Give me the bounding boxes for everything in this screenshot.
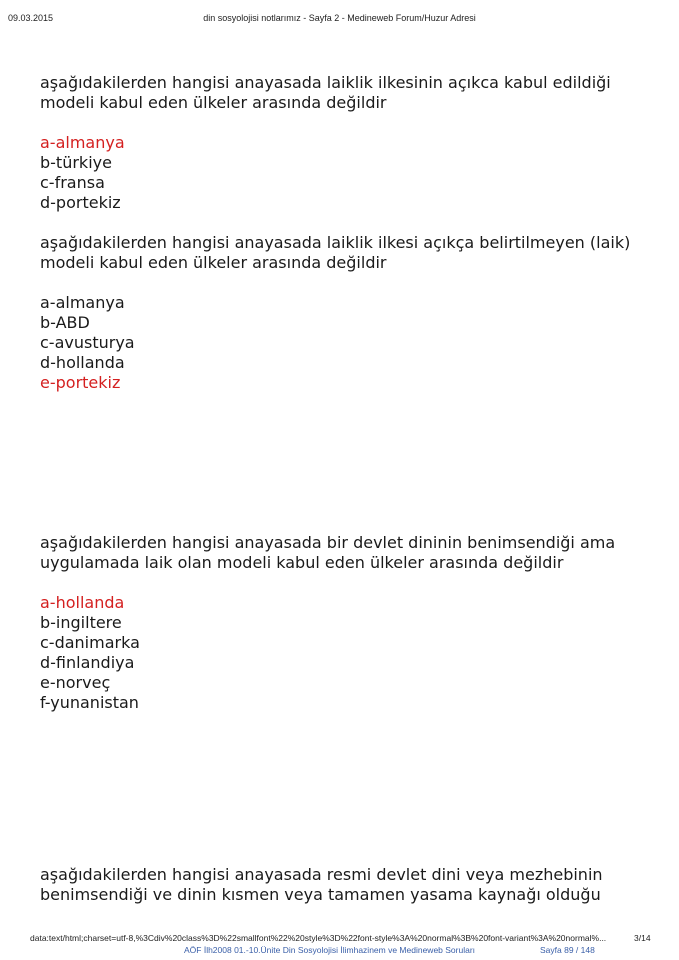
question-text: aşağıdakilerden hangisi anayasada laiklik ilkesinin açıkca kabul edildiği modeli kabul eden ülkeler arasında değildir: [40, 73, 611, 112]
document-body: [40, 73, 640, 905]
option-item: c-avusturya: [40, 333, 135, 352]
option-item: d-finlandiya: [40, 653, 135, 672]
source-caption: AÖF İlh2008 01.-10.Ünite Din Sosyolojisi İlimhazinem ve Medineweb Soruları: [184, 945, 476, 955]
option-item: a-almanya: [40, 293, 125, 312]
option-list: [40, 133, 640, 213]
option-item: b-ABD: [40, 313, 90, 332]
question-block: [40, 533, 640, 713]
option-list: [40, 293, 640, 393]
question-block: [40, 233, 640, 393]
sheet-number: Sayfa 89 / 148: [540, 945, 595, 955]
option-item: d-portekiz: [40, 193, 121, 212]
option-item: d-hollanda: [40, 353, 125, 372]
option-item-answer: e-portekiz: [40, 373, 121, 392]
option-item: b-türkiye: [40, 153, 112, 172]
print-date: 09.03.2015: [8, 13, 54, 23]
option-item: b-ingiltere: [40, 613, 122, 632]
option-item-answer: a-almanya: [40, 133, 125, 152]
option-list: [40, 593, 640, 713]
option-item: e-norveç: [40, 673, 111, 692]
print-url: data:text/html;charset=utf-8,%3Cdiv%20class%3D%22smallfont%22%20style%3D%22font-style%3A%20normal%3B%20font-variant%3A%20normal%...: [30, 933, 607, 943]
option-item-answer: a-hollanda: [40, 593, 125, 612]
question-text: aşağıdakilerden hangisi anayasada resmi devlet dini veya mezhebinin benimsendiği ve dinin kısmen veya tamamen yasama kaynağı olduğu: [40, 865, 603, 904]
question-text: aşağıdakilerden hangisi anayasada laiklik ilkesi açıkça belirtilmeyen (laik) modeli kabul eden ülkeler arasında değildir: [40, 233, 631, 272]
option-item: c-fransa: [40, 173, 105, 192]
print-page-number: 3/14: [634, 933, 651, 943]
question-text: aşağıdakilerden hangisi anayasada bir devlet dininin benimsendiği ama uygulamada laik olan modeli kabul eden ülkeler arasında değildir: [40, 533, 616, 572]
question-block: [40, 73, 640, 213]
option-item: f-yunanistan: [40, 693, 139, 712]
option-item: c-danimarka: [40, 633, 140, 652]
question-block: [40, 865, 640, 905]
page-title: din sosyolojisi notlarımız - Sayfa 2 - Medineweb Forum/Huzur Adresi: [203, 13, 476, 23]
